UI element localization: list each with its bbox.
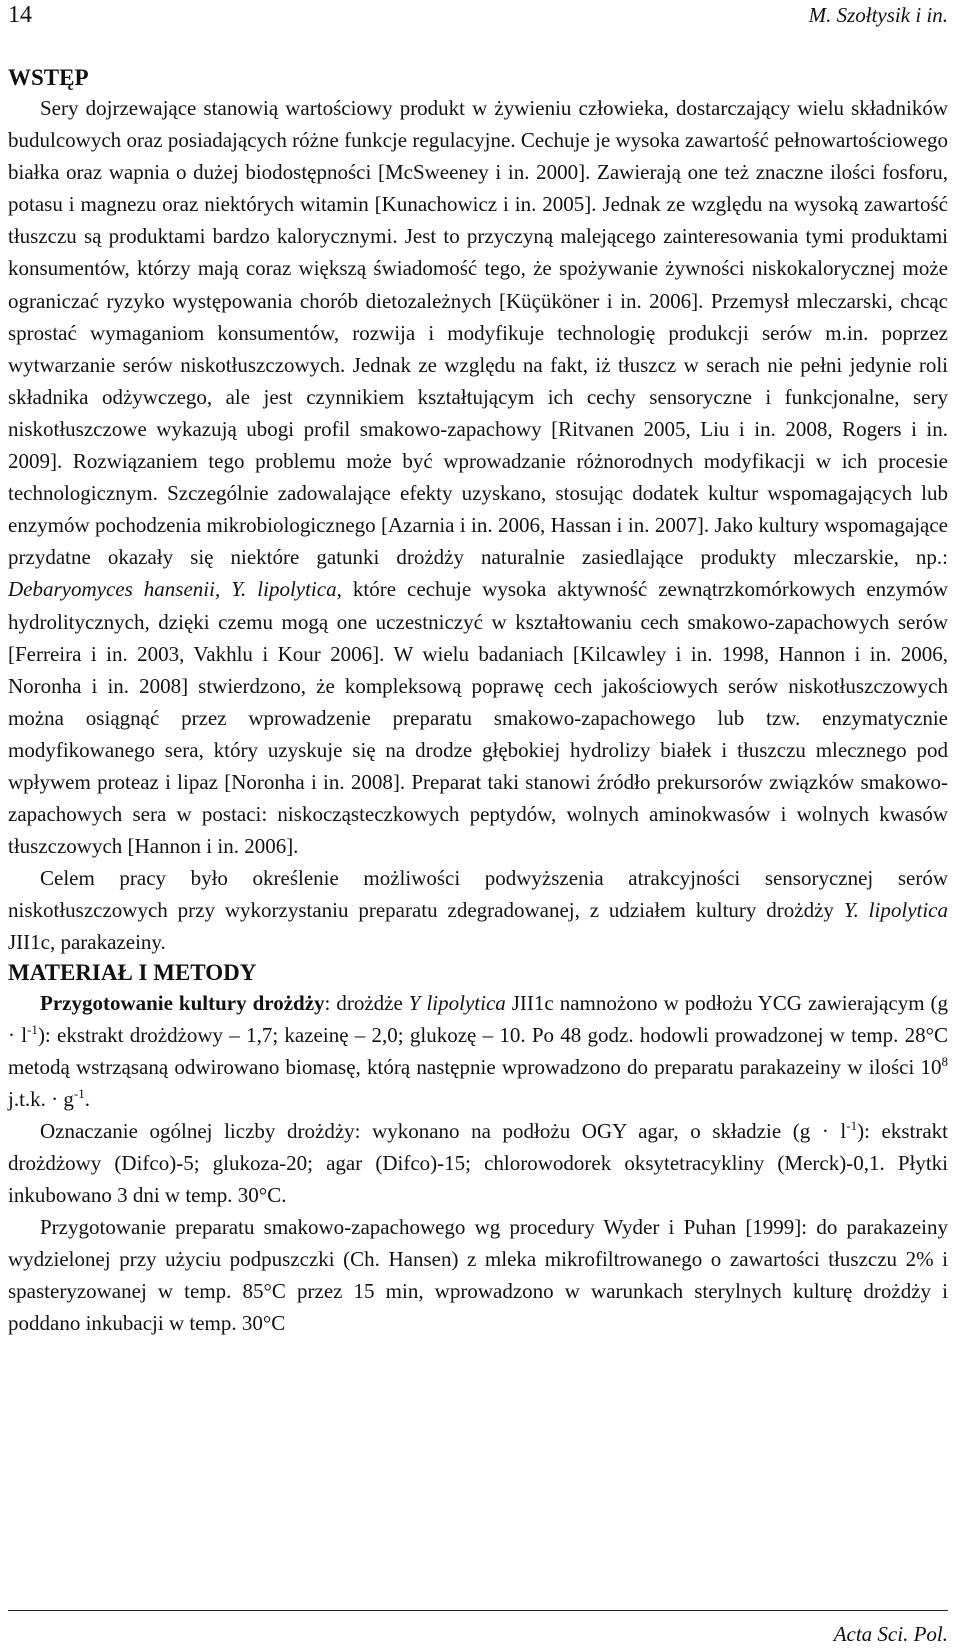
page-header: [8, 0, 948, 40]
text-run: Oznaczanie ogólnej liczby drożdży: wykonano na podłożu OGY agar, o składzie (g · l: [40, 1118, 847, 1143]
species-name: Y. lipolytica: [843, 898, 948, 923]
page-number: 14: [8, 2, 32, 28]
superscript: -1: [73, 1085, 85, 1101]
superscript: 8: [941, 1053, 948, 1069]
text-run: ): ekstrakt drożdżowy – 1,7; kazeinę – 2,0; glukozę – 10. Po 48 godz. hodowli prowadzonej w temp. 28°C metodą wstrząsaną odwirowano biomasę, którą następnie wprowadzono do preparatu parakazeiny w ilości 10: [8, 1022, 949, 1079]
species-name: Y lipolytica: [408, 990, 506, 1015]
text-run: .: [84, 1086, 91, 1111]
text-run: Przygotowanie preparatu smakowo-zapachowego wg procedury Wyder i Puhan [1999]: do parakazeiny wydzielonej przy użyciu podpuszczki (Ch. Hansen) z mleka mikrofiltrowanego o zawartości tłuszczu 2% i spasteryzowanej w temp. 85°C przez 15 min, wprowadzono w warunkach sterylnych kulturę drożdży i poddano inkubacji w temp. 30°C: [8, 1215, 948, 1336]
paragraph-aim: [8, 862, 948, 958]
text-run: : drożdże: [324, 990, 409, 1015]
section-heading-wstep: WSTĘP: [8, 65, 89, 90]
text-run: ): ekstrakt drożdżowy (Difco)-5; glukoza-20; agar (Difco)-15; chlorowodorek oksytetracykliny (Merck)-0,1. Płytki inkubowano 3 dni w temp. 30°C.: [8, 1118, 948, 1208]
paragraph-intro: [8, 92, 948, 862]
footer-divider: [8, 1610, 948, 1611]
superscript: -1: [846, 1117, 858, 1133]
superscript: -1: [27, 1021, 38, 1037]
article-body: [8, 64, 948, 1340]
paragraph-yeast-culture: [8, 987, 948, 1115]
paragraph-preparation: [8, 1211, 948, 1339]
running-head: M. Szołtysik i in.: [808, 3, 948, 27]
text-run: JII1c namnożono w podłożu YCG zawierającym (g · l: [8, 990, 948, 1047]
text-run: JII1c, parakazeiny.: [8, 930, 166, 955]
species-name: Debaryomyces hansenii, Y. lipolytica: [8, 577, 337, 602]
text-run: , które cechuje wysoka aktywność zewnątrzkomórkowych enzymów hydrolitycznych, dzięki czemu mogą one uczestniczyć w kształtowaniu cech smakowo-zapachowych serów [Ferreira i in. 2003, Vakhlu i Kour 2006]. W wielu badaniach [Kilcawley i in. 1998, Hannon i in. 2006, Noronha i in. 2008] stwierdzono, że kompleksową poprawę cech jakościowych serów niskotłuszczowych można osiągnąć przez wprowadzenie preparatu smakowo-zapachowego lub tzw. enzymatycznie modyfikowanego sera, który uzyskuje się na drodze głębokiej hydrolizy białek i tłuszczu mlecznego pod wpływem proteaz i lipaz [Noronha i in. 2008]. Preparat taki stanowi źródło prekursorów związków smakowo-zapachowych sera w postaci: niskocząsteczkowych peptydów, wolnych aminokwasów i wolnych kwasów tłuszczowych [Hannon i in. 2006].: [8, 577, 948, 859]
footer-journal: Acta Sci. Pol.: [833, 1622, 948, 1646]
text-run: Celem pracy było określenie możliwości podwyższenia atrakcyjności sensorycznej serów niskotłuszczowych przy wykorzystaniu preparatu zdegradowanej, z udziałem kultury drożdży: [8, 866, 948, 923]
section-heading-methods: MATERIAŁ I METODY: [8, 959, 257, 985]
text-run: Sery dojrzewające stanowią wartościowy produkt w żywieniu człowieka, dostarczający wielu składników budulcowych oraz posiadających różne funkcje regulacyjne. Cechuje je wysoka zawartość pełnowartościowego białka oraz wapnia o dużej biodostępności [McSweeney i in. 2000]. Zawierają one też znaczne ilości fosforu, potasu i magnezu oraz niektórych witamin [Kunachowicz i in. 2005]. Jednak ze względu na wysoką zawartość tłuszczu są produktami bardzo kalorycznymi. Jest to przyczyną malejącego zainteresowania tymi produktami konsumentów, którzy mają coraz większą świadomość tego, że spożywanie żywności niskokalorycznej może ograniczać ryzyko występowania chorób dietozależnych [Küçüköner i in. 2006]. Przemysł mleczarski, chcąc sprostać wymaganiom konsumentów, rozwija i modyfikuje technologię produkcji serów m.in. poprzez wytwarzanie serów niskotłuszczowych. Jednak ze względu na fakt, iż tłuszcz w serach nie pełni jedynie roli składnika odżywczego, ale jest czynnikiem kształtującym ich cechy sensoryczne i funkcjonalne, sery niskotłuszczowe wykazują ubogi profil smakowo-zapachowy [Ritvanen 2005, Liu i in. 2008, Rogers i in. 2009]. Rozwiązaniem tego problemu może być wprowadzanie różnorodnych modyfikacji w ich procesie technologicznym. Szczególnie zadowalające efekty uzyskano, stosując dodatek kultur wspomagających lub enzymów pochodzenia mikrobiologicznego [Azarnia i in. 2006, Hassan i in. 2007]. Jako kultury wspomagające przydatne okazały się niektóre gatunki drożdży naturalnie zasiedlające produkty mleczarskie, np.:: [8, 96, 948, 570]
text-run: j.t.k. · g: [8, 1086, 74, 1111]
subheading-bold: Przygotowanie kultury drożdży: [40, 990, 325, 1015]
paragraph-yeast-count: [8, 1115, 948, 1211]
